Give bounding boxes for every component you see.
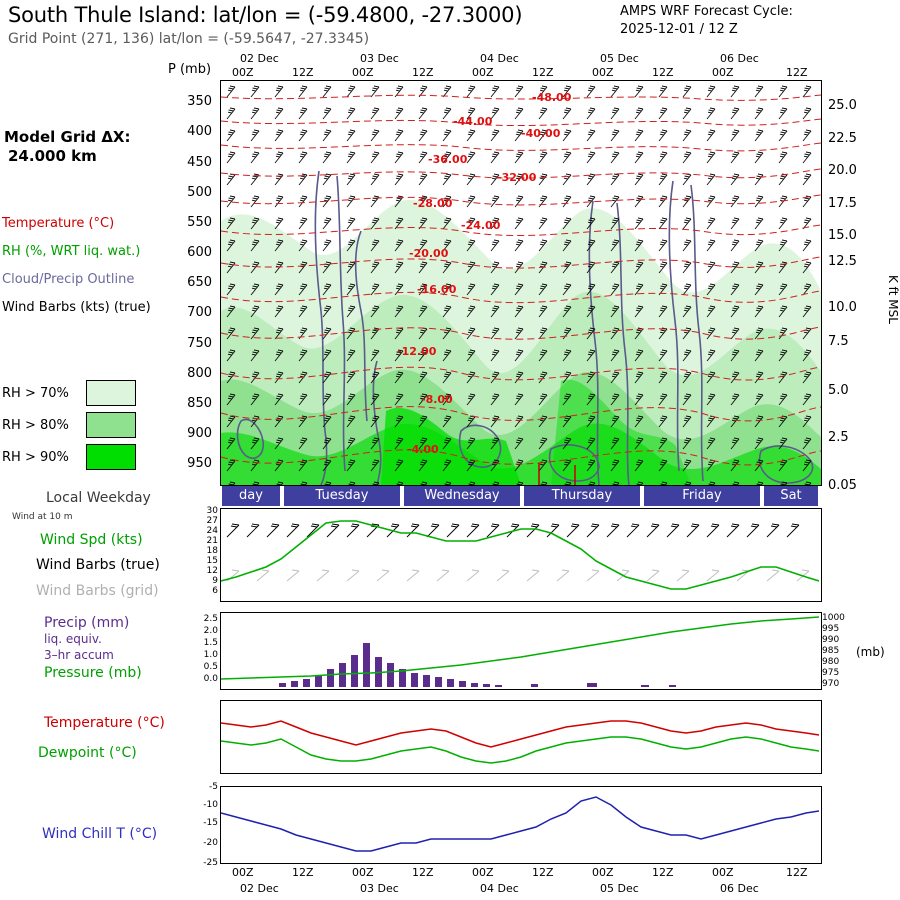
top-hour-3: 12Z [412,66,434,79]
h-tick-20: 20.0 [828,163,857,178]
bot-day-3: 05 Dec [600,882,639,895]
rh-70-label: RH > 70% [2,386,69,401]
rh-70-swatch [86,380,136,406]
time-height-cross-section[interactable] [220,80,822,486]
pres-tick-1000: 1000 [822,613,845,623]
h-tick-0: 0.05 [828,478,857,493]
bot-hour-3: 12Z [412,866,434,879]
pres-tick-980: 980 [822,657,840,667]
h-tick-10: 10.0 [828,300,857,315]
rh-90-label: RH > 90% [2,450,69,465]
top-hour-1: 12Z [292,66,314,79]
contour-label-40: -40.00 [521,127,561,140]
p-tick-800: 800 [187,366,212,381]
legend-wind-barbs-true: Wind Barbs (true) [36,557,160,573]
temp-dew-svg [221,701,819,771]
top-day-4: 06 Dec [720,52,759,65]
grid-point-subtitle: Grid Point (271, 136) lat/lon = (-59.5647, -27.3345) [8,31,370,47]
bot-day-4: 06 Dec [720,882,759,895]
top-hour-7: 12Z [652,66,674,79]
contour-label-24: -24.00 [461,219,501,232]
contour-label-16: -16.00 [417,283,457,296]
temperature-dewpoint-panel[interactable] [220,700,822,774]
wind-tick-15: 15 [206,556,218,566]
h-tick-12: 12.5 [828,254,857,269]
forecast-cycle-label: AMPS WRF Forecast Cycle: [620,4,793,19]
rh-90-swatch [86,444,136,470]
chill-tick-25: -25 [203,858,218,868]
h-tick-15: 15.0 [828,228,857,243]
h-tick-17: 17.5 [828,196,857,211]
wind-tick-12: 12 [206,566,218,576]
legend-temperature: Temperature (°C) [2,216,115,231]
bot-hour-8: 00Z [712,866,734,879]
chill-tick-10: -10 [203,800,218,810]
bot-day-0: 02 Dec [240,882,279,895]
h-tick-25: 25.0 [828,98,857,113]
precip-tick-1.0: 1.0 [203,650,218,660]
top-hour-8: 00Z [712,66,734,79]
precip-tick-2.0: 2.0 [203,626,218,636]
rh-80-swatch [86,412,136,438]
top-hour-4: 00Z [472,66,494,79]
p-tick-700: 700 [187,305,212,320]
p-tick-600: 600 [187,245,212,260]
top-hour-6: 00Z [592,66,614,79]
top-day-3: 05 Dec [600,52,639,65]
wind-tick-18: 18 [206,546,218,556]
forecast-cycle-value: 2025-12-01 / 12 Z [620,22,738,37]
bot-hour-7: 12Z [652,866,674,879]
legend-dewpoint: Dewpoint (°C) [38,745,137,761]
chill-tick-5: -5 [209,782,218,792]
legend-precip-sub2: 3–hr accum [44,648,114,662]
h-tick-22: 22.5 [828,131,857,146]
legend-precip-sub1: liq. equiv. [44,632,102,646]
p-tick-550: 550 [187,215,212,230]
wind-panel-svg [221,509,819,599]
top-hour-5: 12Z [532,66,554,79]
precip-tick-0.0: 0.0 [203,674,218,684]
p-tick-950: 950 [187,456,212,471]
pres-tick-990: 990 [822,635,840,645]
precip-pressure-panel[interactable] [220,612,822,690]
legend-wind-speed: Wind Spd (kts) [40,532,143,548]
wind-at-10m-label: Wind at 10 m [12,512,73,522]
legend-wind-barbs-grid: Wind Barbs (grid) [36,583,159,599]
wind-tick-24: 24 [206,526,218,536]
local-weekday-label: Local Weekday [46,490,151,506]
wind-tick-21: 21 [206,536,218,546]
bot-hour-1: 12Z [292,866,314,879]
contour-label-4: -4.00 [407,443,439,456]
wind-panel[interactable] [220,508,822,602]
pressure-units-label: (mb) [856,645,885,659]
weekday-seg-2: Wednesday [402,486,522,506]
p-tick-500: 500 [187,185,212,200]
top-day-0: 02 Dec [240,52,279,65]
top-time-axis [220,52,820,80]
height-axis-label: K ft MSL [886,275,900,324]
p-tick-750: 750 [187,336,212,351]
weekday-bar [220,486,820,506]
weekday-seg-4: Friday [642,486,762,506]
contour-label-32: -32.00 [497,171,537,184]
p-tick-450: 450 [187,155,212,170]
pres-tick-970: 970 [822,679,840,689]
weekday-seg-1: Tuesday [282,486,402,506]
model-grid-value: 24.000 km [8,147,97,165]
bot-hour-4: 00Z [472,866,494,879]
pres-tick-985: 985 [822,646,840,656]
wind-chill-panel[interactable] [220,786,822,864]
bot-day-2: 04 Dec [480,882,519,895]
precip-tick-1.5: 1.5 [203,638,218,648]
p-tick-850: 850 [187,396,212,411]
legend-wind-chill: Wind Chill T (°C) [42,826,158,842]
legend-temperature-2m: Temperature (°C) [44,715,165,731]
weekday-seg-0: day [220,486,282,506]
contour-label-48: -48.00 [532,91,572,104]
bot-day-1: 03 Dec [360,882,399,895]
precip-tick-2.5: 2.5 [203,614,218,624]
contour-label-28: -28.00 [413,197,453,210]
top-day-2: 04 Dec [480,52,519,65]
contour-label-8: -8.00 [421,393,453,406]
top-hour-2: 00Z [352,66,374,79]
wind-tick-30: 30 [206,506,218,516]
rh-80-label: RH > 80% [2,418,69,433]
top-hour-0: 00Z [232,66,254,79]
cross-section-svg [221,81,821,485]
bottom-time-axis [220,866,820,900]
p-tick-900: 900 [187,426,212,441]
top-day-1: 03 Dec [360,52,399,65]
contour-label-44: -44.00 [453,115,493,128]
wind-tick-6: 6 [212,586,218,596]
bot-hour-9: 12Z [786,866,808,879]
contour-label-36: -36.00 [428,153,468,166]
contour-label-20: -20.00 [409,247,449,260]
h-tick-7: 7.5 [828,334,849,349]
wind-tick-9: 9 [212,576,218,586]
top-hour-9: 12Z [786,66,808,79]
wind-chill-svg [221,787,819,861]
page-title: South Thule Island: lat/lon = (-59.4800, -27.3000) [8,3,523,27]
p-tick-350: 350 [187,94,212,109]
bot-hour-0: 00Z [232,866,254,879]
bot-hour-6: 00Z [592,866,614,879]
legend-precip: Precip (mm) [44,615,130,631]
bot-hour-2: 00Z [352,866,374,879]
weekday-seg-3: Thursday [522,486,642,506]
pressure-axis-label: P (mb) [168,62,212,77]
precip-pressure-svg [221,613,819,687]
precip-tick-0.5: 0.5 [203,662,218,672]
h-tick-2: 2.5 [828,430,849,445]
legend-pressure: Pressure (mb) [44,665,142,681]
legend-rh: RH (%, WRT liq. wat.) [2,244,141,259]
bot-hour-5: 12Z [532,866,554,879]
weekday-seg-5: Sat [762,486,820,506]
legend-wind-barbs: Wind Barbs (kts) (true) [2,300,151,315]
h-tick-5: 5.0 [828,383,849,398]
pres-tick-995: 995 [822,624,840,634]
p-tick-400: 400 [187,124,212,139]
contour-label-12: -12.00 [397,345,437,358]
chill-tick-20: -20 [203,838,218,848]
chill-tick-15: -15 [203,818,218,828]
wind-tick-27: 27 [206,516,218,526]
legend-cloud-outline: Cloud/Precip Outline [2,272,135,287]
model-grid-label: Model Grid ΔX: [4,128,131,146]
pres-tick-975: 975 [822,668,840,678]
p-tick-650: 650 [187,275,212,290]
